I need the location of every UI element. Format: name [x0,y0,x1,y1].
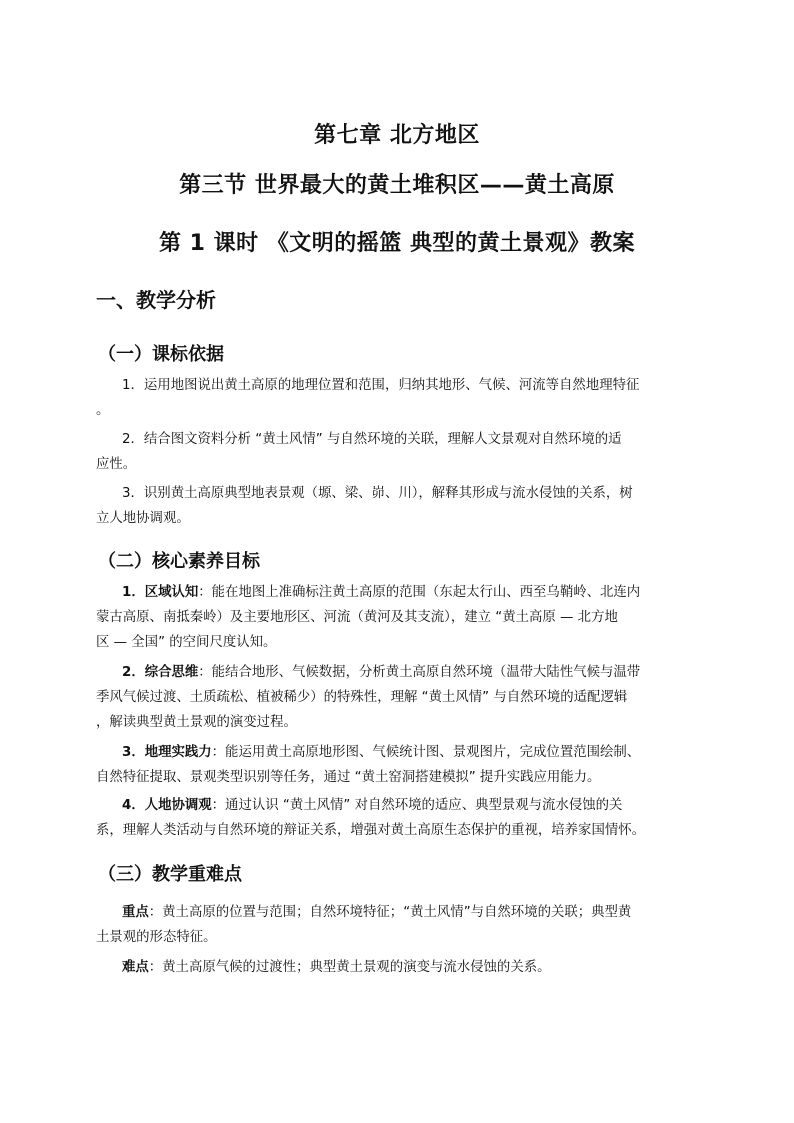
paragraph-line: 系，理解人类活动与自然环境的辩证关系，增强对黄土高原生态保护的重视，培养家国情怀。 [96,823,646,838]
paragraph-line: ，解读典型黄土景观的演变过程。 [96,715,297,730]
paragraph-line: ：黄土高原气候的过渡性；典型黄土景观的演变与流水侵蚀的关系。 [148,960,551,975]
curriculum-item-1 [96,373,700,423]
heading-core-literacy-goals: （二）核心素养目标 [98,551,260,572]
paragraph-line: 应性。 [96,457,137,472]
goal-item-4 [96,793,700,843]
heading-curriculum-basis: （一）课标依据 [98,344,224,365]
paragraph-line: ：能运用黄土高原地形图、气候统计图、景观图片，完成位置范围绘制、 [211,745,641,760]
goal-item-1 [96,580,700,655]
difficult-points-label: 难点 [122,960,149,975]
paragraph-line: ：能结合地形、气候数据，分析黄土高原自然环境（温带大陆性气候与温带 [198,665,641,680]
goal-label: 3．地理实践力 [122,745,212,760]
paragraph-line: 3．识别黄土高原典型地表景观（塬、梁、峁、川），解释其形成与流水侵蚀的关系，树 [122,486,633,501]
heading-key-difficult-points: （三）教学重难点 [98,864,242,885]
paragraph-line: 蒙古高原、南抵秦岭）及主要地形区、河流（黄河及其支流），建立 “黄土高原 — 北方地 [96,610,618,625]
paragraph-line: ：黄土高原的位置与范围；自然环境特征；“黄土风情”与自然环境的关联；典型黄 [148,905,632,920]
goal-label: 4．人地协调观 [122,798,212,813]
lesson-title: 第 1 课时 《文明的摇篮 典型的黄土景观》教案 [159,231,635,256]
paragraph-line: 区 — 全国” 的空间尺度认知。 [96,635,277,650]
paragraph-line: 自然特征提取、景观类型识别等任务，通过 “黄土窑洞搭建模拟” 提升实践应用能力。 [96,770,601,785]
paragraph-line: 。 [96,403,110,418]
paragraph-line: 土景观的形态特征。 [96,930,217,945]
goal-item-3 [96,740,700,790]
goal-item-2 [96,660,700,735]
goal-label: 2．综合思维 [122,665,199,680]
difficult-points [96,955,700,980]
paragraph-line: 1．运用地图说出黄土高原的地理位置和范围，归纳其地形、气候、河流等自然地理特征 [122,378,640,393]
chapter-title: 第七章 北方地区 [314,123,480,148]
paragraph-line: 立人地协调观。 [96,511,190,526]
paragraph-line: 2．结合图文资料分析 “黄土风情” 与自然环境的关联，理解人文景观对自然环境的适 [122,432,622,447]
key-points-label: 重点 [122,905,149,920]
heading-teaching-analysis: 一、教学分析 [96,288,216,312]
paragraph-line: ：能在地图上准确标注黄土高原的范围（东起太行山、西至乌鞘岭、北连内 [198,585,641,600]
curriculum-item-3 [96,481,700,531]
paragraph-line: ：通过认识 “黄土风情” 对自然环境的适应、典型景观与流水侵蚀的关 [211,798,623,813]
section-title: 第三节 世界最大的黄土堆积区——黄土高原 [179,173,615,198]
goal-label: 1．区域认知 [122,585,199,600]
curriculum-item-2 [96,427,700,477]
key-points [96,900,700,950]
paragraph-line: 季风气候过渡、土质疏松、植被稀少）的特殊性，理解 “黄土风情” 与自然环境的适配逻辑 [96,690,628,705]
